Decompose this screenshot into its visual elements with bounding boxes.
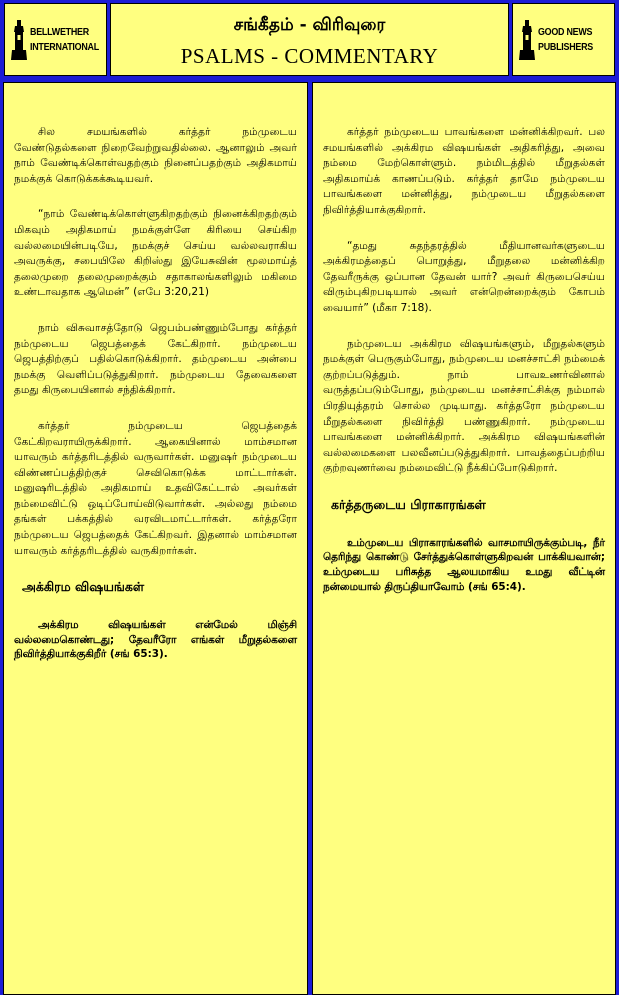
bellwether-logo	[4, 3, 107, 76]
paragraph: கர்த்தர் நம்முடைய ஜெபத்தைக் கேட்கிறவராயிருக்கிறார். ஆகையினால் மாம்சமான யாவரும் கர்த்தரிடத்தில் வருவார்கள். மனுஷர் நம்முடைய விண்ணப்பத்திற்குச் செவிகொடுக்க மாட்டார்கள். மனுஷரிடத்தில் அதிகமாய் உதவிகேட்டால் அவர்கள் நம்மைவிட்டு ஒடிப்போய்விடுவார்கள். அல்லது நம்மை தங்கள் பக்கத்தில் வரவிடமாட்டார்கள். கர்த்தரோ நம்முடைய ஜெபத்தைக் கேட்கிறவர். இதனால் மாம்சமான யாவரும் கர்த்தரிடத்தில் வருகிறார்கள்.	[14, 419, 297, 557]
tower-icon	[519, 20, 535, 60]
logo-text-line: PUBLISHERS	[538, 41, 593, 53]
section-heading: அக்கிரம விஷயங்கள்	[22, 579, 145, 595]
section-heading: கர்த்தருடைய பிராகாரங்கள்	[331, 496, 486, 512]
paragraph: “தமது சுதந்தரத்தில் மீதியானவர்களுடைய அக்கிரமத்தைப் பொறுத்து, மீறுதலை மன்னிக்கிற தேவரீருக்கு ஒப்பான தேவன் யார்? அவர் கிருபைசெய்ய விரும்புகிறபடியால் அவர் என்றென்றைக்கும் கோபம் வையார்” (மீகா 7:18).	[323, 239, 605, 314]
logo-text-line: GOOD NEWS	[538, 26, 593, 38]
paragraph: “நாம் வேண்டிக்கொள்ளுகிறதற்கும் நினைக்கிறதற்கும் மிகவும் அதிகமாய் நமக்குள்ளே கிரியை செய்கிற வல்லமையின்படியே, நமக்குச் செய்ய வல்லவராகிய அவருக்கு, சபையிலே கிறிஸ்து இயேசுவின் மூலமாய்த் தலைமுறை தலைமுறைக்கும் சதாகாலங்களிலும் மகிமை உண்டாவதாக ஆமென்” (எபே 3:20,21)	[14, 208, 297, 299]
verse-quote: உம்முடைய பிராகாரங்களில் வாசமாயிருக்கும்படி, நீர் தெரிந்து கொண்டு சேர்த்துக்கொள்ளுகிறவன் பாக்கியவான்; உம்முடைய பரிசுத்த ஆலயமாகிய உமது வீட்டின் நன்மையால் திருப்தியாவோம் (சங் 65:4).	[323, 536, 605, 593]
paragraph: சில சமயங்களில் கர்த்தர் நம்முடைய வேண்டுதல்களை நிறைவேற்றுவதில்லை. ஆனாலும் அவர் நாம் வேண்டிக்கொள்வதற்கும் நினைப்பதற்கும் அதிகமாய் நமக்குக் கொடுக்கக்கூடியவர்.	[14, 126, 297, 185]
paragraph: நாம் விசுவாசத்தோடு ஜெபம்பண்ணும்போது கர்த்தர் நம்முடைய ஜெபத்தைக் கேட்கிறார். நம்முடைய ஜெபத்திற்குப் பதில்கொடுக்கிறார். தம்முடைய அன்பை நமக்கு வெளிப்படுத்துகிறார். நம்முடைய தேவைகளை தமது கிருபையினால் சந்திக்கிறார்.	[14, 321, 297, 397]
good-news-logo	[512, 3, 615, 76]
verse-quote: அக்கிரம விஷயங்கள் என்மேல் மிஞ்சி வல்லமைகொண்டது; தேவரீரோ எங்கள் மீறுதல்களை நிவிர்த்தியாக்குகிறீர் (சங் 65:3).	[14, 619, 297, 661]
logo-text-line: BELLWETHER	[30, 26, 89, 38]
paragraph: கர்த்தர் நம்முடைய பாவங்களை மன்னிக்கிறவர். பல சமயங்களில் அக்கிரம விஷயங்கள் அதிகரித்து, அவை நம்மை மேற்கொள்ளும். நம்மிடத்தில் மீறுதல்கள் அதிகமாய்க் காணப்படும். கர்த்தர் தாமே நம்முடைய பாவங்களை மன்னித்து, நம்முடைய மீறுதல்களை நிவிர்த்தியாக்குகிறார்.	[323, 126, 605, 216]
left-column	[3, 82, 308, 995]
page-header	[110, 3, 509, 76]
logo-text-line: INTERNATIONAL	[30, 41, 99, 53]
paragraph: நம்முடைய அக்கிரம விஷயங்களும், மீறுதல்களும் நமக்குள் பெருகும்போது, நம்முடைய மனச்சாட்சி நம்மைக் குற்றப்படுத்தும். நாம் பாவஉணர்வினால் வருத்தப்படும்போது, நம்முடைய மனச்சாட்சிக்கு நம்மால் பிரதியுத்தரம் சொல்ல முடியாது. கர்த்தரோ நம்முடைய மீறுதல்களை நிவிர்த்தி பண்ணுகிறார். நம்முடைய பாவங்களை மன்னிக்கிறார். அக்கிரம விஷயங்களின் வல்லமைகளை பலவீனப்படுத்துகிறார். பாவத்தைப்பற்றிய குற்றவுணர்வை நம்மைவிட்டு நீக்கிப்போடுகிறார்.	[323, 337, 605, 475]
tower-icon	[11, 20, 27, 60]
title-english: PSALMS - COMMENTARY	[180, 44, 439, 68]
right-column	[312, 82, 616, 995]
title-tamil: சங்கீதம் - விரிவுரை	[233, 15, 386, 35]
